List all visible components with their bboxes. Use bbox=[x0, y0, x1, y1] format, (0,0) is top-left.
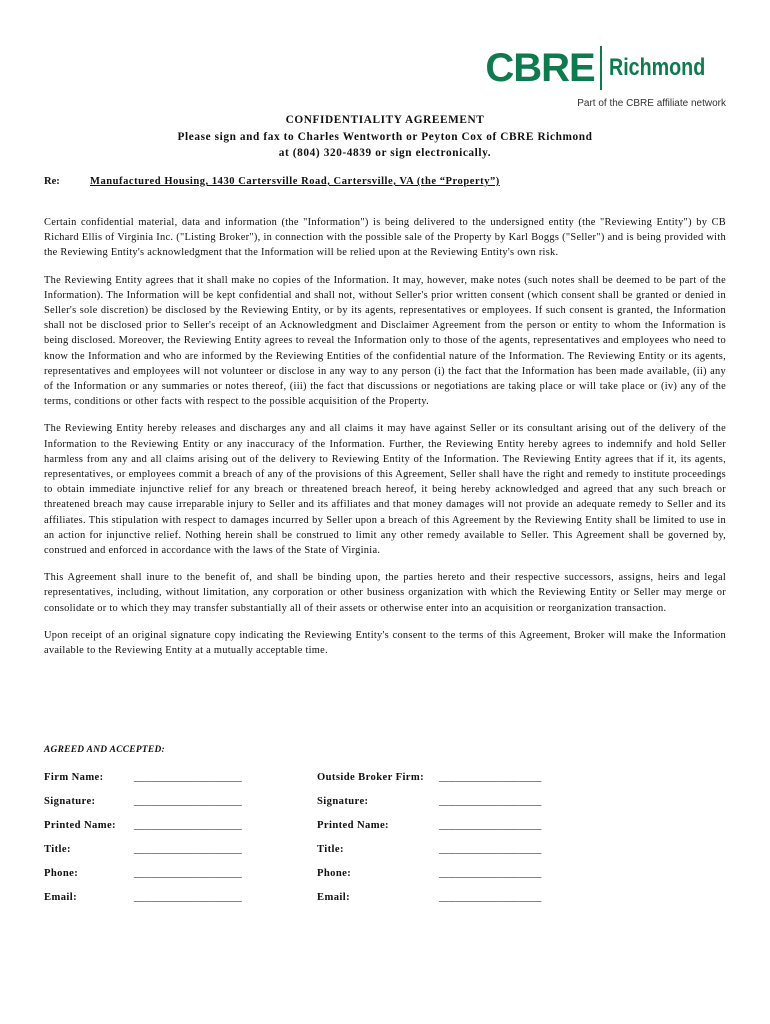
agreement-body bbox=[44, 215, 726, 670]
paragraph-release: The Reviewing Entity hereby releases and discharges any and all claims it may have against Seller or its consultant arising out of the delivery of the Information to the Reviewing Entity or any inaccuracy of the Information. Further, the Reviewing Entity hereby agrees to indemnify and hold Seller harmless from any and all claims arising out of the delivery to Reviewing Entity of the Information. The Reviewing Entity agrees that if it, its agents, representatives, or employees commit a breach of any of the provisions of this Agreement, Seller shall have the right and remedy to institute proceedings to obtain immediate injunctive relief for any breach or threatened breach hereof, it being hereby acknowledged and agreed that any such breach or threatened breach may cause irreparable injury to Seller and its affiliates and that money damages will not provide an adequate remedy to Seller and its affiliates. This stipulation with respect to damages incurred by Seller upon a breach of this Agreement by the Reviewing Entity shall be limited to use in an action for injunctive relief. Nothing herein shall be construed to limit any other remedy available to Seller. This Agreement shall be governed by, construed and enforced in accordance with the laws of the State of Virginia. bbox=[44, 423, 726, 557]
title-field[interactable]: ____________________ bbox=[134, 844, 242, 855]
broker-printed-name-field[interactable]: ___________________ bbox=[439, 820, 542, 831]
agreed-heading: AGREED AND ACCEPTED: bbox=[44, 745, 165, 755]
signature-form bbox=[44, 772, 726, 916]
firm-name-label: Firm Name: bbox=[44, 772, 104, 783]
broker-title-label: Title: bbox=[317, 844, 344, 855]
email-field[interactable]: ____________________ bbox=[134, 892, 242, 903]
paragraph-information: Certain confidential material, data and information (the "Information") is being delivered to the undersigned entity (the "Reviewing Entity") by CB Richard Ellis of Virginia Inc. ("Listing Broker"), in connection with the possible sale of the Property by Karl Boggs ("Seller") and is being provided with the Reviewing Entity's acknowledgment that the Information will be relied upon at the Reviewing Entity's own risk. bbox=[44, 217, 726, 259]
broker-phone-field[interactable]: ___________________ bbox=[439, 868, 542, 879]
signature-label: Signature: bbox=[44, 796, 96, 807]
instructions-line-1: Please sign and fax to Charles Wentworth or Peyton Cox of CBRE Richmond bbox=[177, 130, 593, 143]
outside-broker-firm-field[interactable]: ___________________ bbox=[439, 772, 542, 783]
title-label: Title: bbox=[44, 844, 71, 855]
signature-field[interactable]: ____________________ bbox=[134, 796, 242, 807]
broker-printed-name-label: Printed Name: bbox=[317, 820, 389, 831]
logo-divider bbox=[600, 46, 602, 90]
broker-email-field[interactable]: ___________________ bbox=[439, 892, 542, 903]
paragraph-confidentiality: The Reviewing Entity agrees that it shall make no copies of the Information. It may, however, make notes (such notes shall be deemed to be part of the Information). The Information will be kept confidential and shall not, without Seller's prior written consent (which consent shall be granted or denied in Seller's sole discretion) be disclosed by the Reviewing Entity, or by its agents, representatives or employees. If such consent is granted, the Information shall not be disclosed prior to Seller's receipt of an Acknowledgment and Disclaimer Agreement from the person or entity to whom the Information is being disclosed. Moreover, the Reviewing Entity agrees to reveal the Information only to those of the agents, representatives and employees who need to know the Information and who are informed by the Reviewing Entities of the confidential nature of the Information. The Reviewing Entity or its agents, representatives and employees will not volunteer or disclose in any way to any person (i) the fact that the Information has been made available, (ii) any of the Information or any summaries or notes thereof, (iii) the fact that discussions or negotiations are taking place or will take place or (iv) any of the terms, conditions or other facts with respect to the possible acquisition of the Property. bbox=[44, 274, 726, 408]
form-row bbox=[44, 844, 726, 868]
cbre-richmond-logo bbox=[485, 46, 726, 90]
paragraph-binding: This Agreement shall inure to the benefit of, and shall be binding upon, the parties hereto and their respective successors, assigns, heirs and legal representatives, including, without limitation, any corporation or other business organization with which the Reviewing Entity or Seller may merge or consolidate or to which they may transfer substantially all of their assets or otherwise enter into an acquisition or reorganization transaction. bbox=[44, 572, 726, 614]
form-row bbox=[44, 820, 726, 844]
email-label: Email: bbox=[44, 892, 78, 903]
outside-broker-firm-label: Outside Broker Firm: bbox=[317, 772, 425, 783]
logo-office: Richmond bbox=[608, 54, 705, 81]
property-reference: Manufactured Housing, 1430 Cartersville Road, Cartersville, VA (the “Property”) bbox=[90, 176, 500, 187]
printed-name-field[interactable]: ____________________ bbox=[134, 820, 242, 831]
document-header bbox=[44, 112, 726, 162]
phone-label: Phone: bbox=[44, 868, 79, 879]
broker-phone-label: Phone: bbox=[317, 868, 352, 879]
affiliate-note: Part of the CBRE affiliate network bbox=[577, 98, 726, 109]
instructions-line-2: at (804) 320-4839 or sign electronically. bbox=[278, 147, 492, 159]
re-label: Re: bbox=[44, 176, 60, 187]
phone-field[interactable]: ____________________ bbox=[134, 868, 242, 879]
form-row bbox=[44, 868, 726, 892]
form-row bbox=[44, 796, 726, 820]
broker-signature-field[interactable]: ___________________ bbox=[439, 796, 542, 807]
form-row bbox=[44, 892, 726, 916]
paragraph-signature-copy: Upon receipt of an original signature copy indicating the Reviewing Entity's consent to the terms of this Agreement, Broker will make the Information available to the Reviewing Entity at a mutually acceptable time. bbox=[44, 629, 726, 657]
broker-title-field[interactable]: ___________________ bbox=[439, 844, 542, 855]
document-title: CONFIDENTIALITY AGREEMENT bbox=[285, 114, 485, 126]
broker-email-label: Email: bbox=[317, 892, 351, 903]
firm-name-field[interactable]: ____________________ bbox=[134, 772, 242, 783]
logo-brand: CBRE bbox=[485, 46, 595, 90]
form-row bbox=[44, 772, 726, 796]
printed-name-label: Printed Name: bbox=[44, 820, 116, 831]
broker-signature-label: Signature: bbox=[317, 796, 369, 807]
